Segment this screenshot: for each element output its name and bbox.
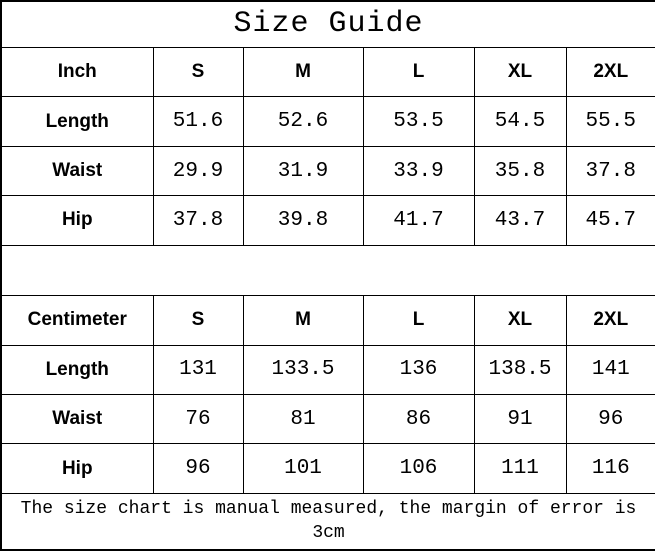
value-cell: 35.8 <box>474 146 566 195</box>
value-cell: 55.5 <box>566 97 655 146</box>
value-cell: 91 <box>474 395 566 444</box>
size-header-2xl: 2XL <box>566 296 655 345</box>
section-spacer-row <box>1 245 655 295</box>
inch-length-row <box>1 97 655 146</box>
size-header-m: M <box>243 47 363 96</box>
row-label-hip: Hip <box>1 444 153 493</box>
value-cell: 54.5 <box>474 97 566 146</box>
inch-hip-row <box>1 196 655 245</box>
value-cell: 133.5 <box>243 345 363 394</box>
value-cell: 43.7 <box>474 196 566 245</box>
size-header-l: L <box>363 47 474 96</box>
size-guide-title: Size Guide <box>1 1 655 47</box>
measurement-note: The size chart is manual measured, the margin of error is 3cm <box>1 493 655 550</box>
value-cell: 33.9 <box>363 146 474 195</box>
value-cell: 96 <box>566 395 655 444</box>
value-cell: 141 <box>566 345 655 394</box>
row-label-waist: Waist <box>1 146 153 195</box>
centimeter-hip-row <box>1 444 655 493</box>
row-label-hip: Hip <box>1 196 153 245</box>
value-cell: 29.9 <box>153 146 243 195</box>
size-header-xl: XL <box>474 47 566 96</box>
size-header-xl: XL <box>474 296 566 345</box>
value-cell: 51.6 <box>153 97 243 146</box>
centimeter-header-row <box>1 296 655 345</box>
unit-header-centimeter: Centimeter <box>1 296 153 345</box>
spacer-cell <box>1 245 655 295</box>
footnote-row <box>1 493 655 550</box>
value-cell: 96 <box>153 444 243 493</box>
value-cell: 41.7 <box>363 196 474 245</box>
value-cell: 37.8 <box>153 196 243 245</box>
value-cell: 81 <box>243 395 363 444</box>
value-cell: 76 <box>153 395 243 444</box>
value-cell: 116 <box>566 444 655 493</box>
unit-header-inch: Inch <box>1 47 153 96</box>
value-cell: 37.8 <box>566 146 655 195</box>
inch-header-row <box>1 47 655 96</box>
size-header-2xl: 2XL <box>566 47 655 96</box>
inch-waist-row <box>1 146 655 195</box>
size-header-s: S <box>153 47 243 96</box>
value-cell: 86 <box>363 395 474 444</box>
value-cell: 138.5 <box>474 345 566 394</box>
size-header-l: L <box>363 296 474 345</box>
value-cell: 136 <box>363 345 474 394</box>
row-label-length: Length <box>1 345 153 394</box>
centimeter-length-row <box>1 345 655 394</box>
value-cell: 31.9 <box>243 146 363 195</box>
value-cell: 106 <box>363 444 474 493</box>
value-cell: 111 <box>474 444 566 493</box>
value-cell: 53.5 <box>363 97 474 146</box>
size-header-m: M <box>243 296 363 345</box>
row-label-waist: Waist <box>1 395 153 444</box>
value-cell: 101 <box>243 444 363 493</box>
centimeter-waist-row <box>1 395 655 444</box>
size-header-s: S <box>153 296 243 345</box>
value-cell: 131 <box>153 345 243 394</box>
row-label-length: Length <box>1 97 153 146</box>
value-cell: 52.6 <box>243 97 363 146</box>
value-cell: 45.7 <box>566 196 655 245</box>
title-row <box>1 1 655 47</box>
value-cell: 39.8 <box>243 196 363 245</box>
